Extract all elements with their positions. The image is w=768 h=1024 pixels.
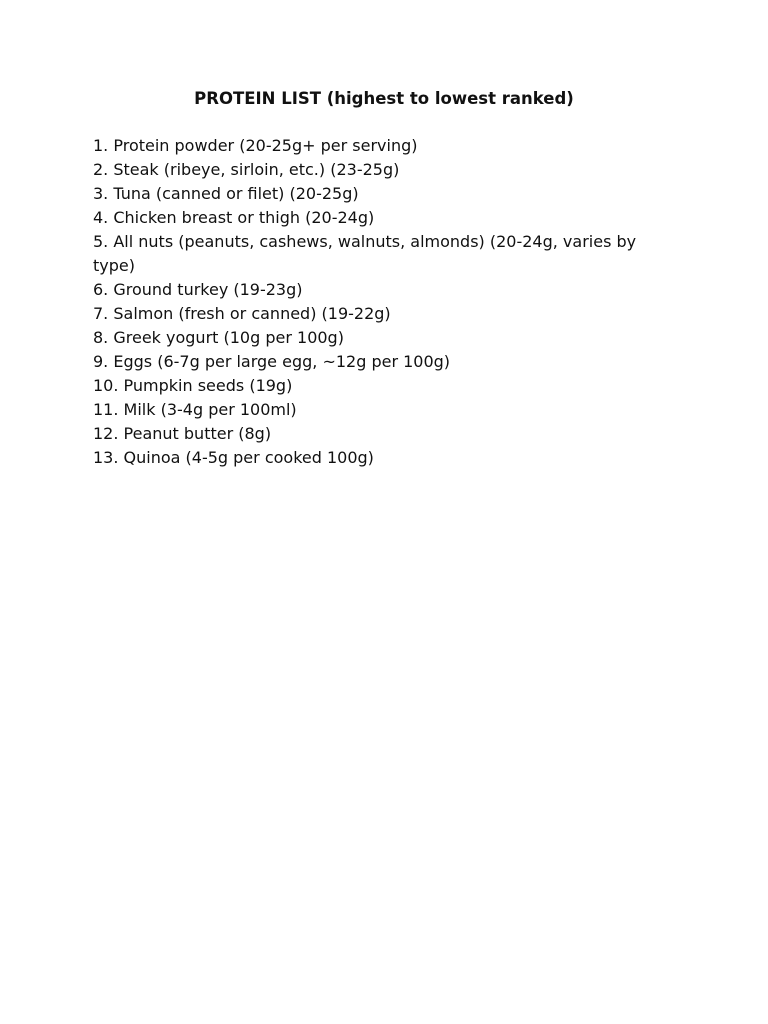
list-item: 7. Salmon (fresh or canned) (19-22g) (93, 304, 391, 323)
list-item: 10. Pumpkin seeds (19g) (93, 376, 293, 395)
list-item: 1. Protein powder (20-25g+ per serving) (93, 136, 418, 155)
list-item: 3. Tuna (canned or filet) (20-25g) (93, 184, 359, 203)
list-item: 9. Eggs (6-7g per large egg, ~12g per 100g) (93, 352, 451, 371)
list-item: 5. All nuts (peanuts, cashews, walnuts, almonds) (20-24g, varies by type) (93, 232, 637, 275)
list-item: 11. Milk (3-4g per 100ml) (93, 400, 297, 419)
list-item: 13. Quinoa (4-5g per cooked 100g) (93, 448, 374, 467)
list-item: 4. Chicken breast or thigh (20-24g) (93, 208, 375, 227)
protein-list (93, 134, 683, 470)
list-item: 2. Steak (ribeye, sirloin, etc.) (23-25g) (93, 160, 400, 179)
list-item: 8. Greek yogurt (10g per 100g) (93, 328, 344, 347)
document-title: PROTEIN LIST (highest to lowest ranked) (194, 89, 574, 108)
list-item: 12. Peanut butter (8g) (93, 424, 272, 443)
list-item: 6. Ground turkey (19-23g) (93, 280, 303, 299)
